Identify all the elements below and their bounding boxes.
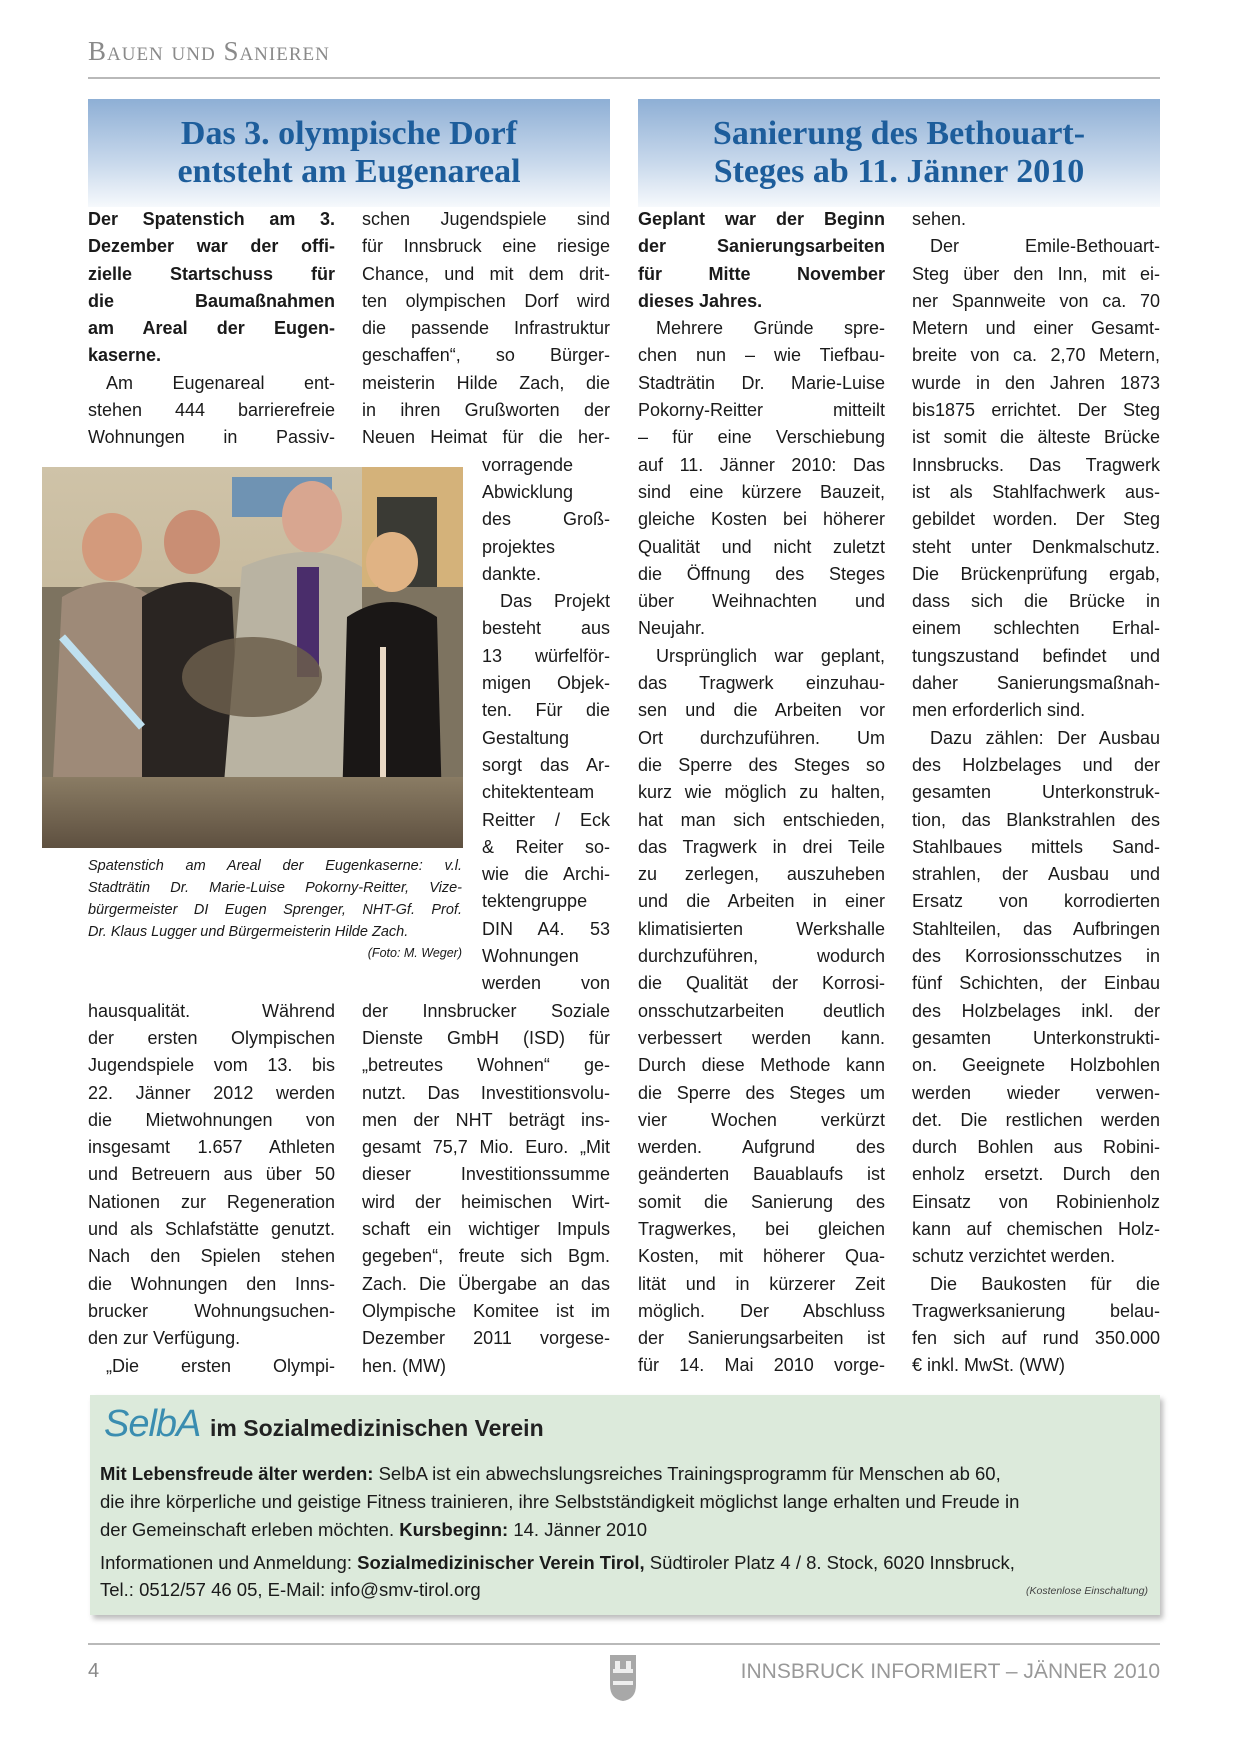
text-line: sind eine kürzere Bauzeit, [638, 481, 885, 502]
text-line: Dazu zählen: Der Ausbau [930, 727, 1160, 748]
text-line: schutz verzichtet werden. [912, 1246, 1116, 1267]
text-line: vier Wochen verkürzt [638, 1109, 885, 1130]
photo-caption [88, 855, 462, 943]
text-line: nutzt. Das Investitionsvolu- [362, 1082, 610, 1103]
text-line: Ursprünglich war geplant, [656, 645, 885, 666]
infobox-line: die ihre körperliche und geistige Fitness trainieren, ihre Selbstständigkeit möglichst lange erhalten und Freude in [100, 1491, 1020, 1512]
groundbreaking-photo [42, 467, 463, 848]
article2-col4 [912, 206, 1160, 1380]
text-line: wie die Archi- [482, 864, 610, 885]
text-line: men erforderlich sind. [912, 700, 1086, 721]
text-line: Der Emile-Bethouart- [930, 236, 1160, 257]
infobox-line [100, 1519, 1150, 1541]
text-line: dass sich die Brücke in [912, 591, 1160, 612]
text-line: chen nun – wie Tiefbau- [638, 345, 885, 366]
text-line: und Betreuern aus über 50 [88, 1164, 335, 1185]
text-line: verbessert werden kann. [638, 1027, 885, 1048]
address: Südtiroler Platz 4 / 8. Stock, 6020 Innsbruck, [644, 1552, 1015, 1573]
text-line: die Wohnungen den Inns- [88, 1273, 335, 1294]
text-line: schaft ein wichtiger Impuls [362, 1219, 610, 1240]
article1-col2-bottom [362, 998, 610, 1380]
text-line: am Areal der Eugen- [88, 318, 335, 339]
text-line: brucker Wohnungsuchen- [88, 1300, 335, 1321]
text-line: möglich. Der Abschluss [638, 1300, 885, 1321]
text-line: kann auf chemischen Holz- [912, 1218, 1160, 1239]
text-line: Gestaltung [482, 727, 570, 748]
infobox-text: SelbA ist ein abwechslungsreiches Trainingsprogramm für Menschen ab 60, [373, 1463, 1001, 1484]
text-line: Ort durchzuführen. Um [638, 727, 885, 748]
section-header: Bauen und Sanieren [88, 36, 330, 66]
text-line: sorgt das Ar- [482, 754, 610, 775]
text-line: & Reiter so- [482, 836, 610, 857]
text-line: dieses Jahres. [638, 290, 763, 311]
text-line: fen sich auf rund 350.000 [912, 1328, 1160, 1349]
text-line: Innsbrucks. Das Tragwerk [912, 454, 1160, 475]
text-line: Olympische Komitee ist im [362, 1300, 610, 1321]
text-line: die Sperre des Steges so [638, 754, 885, 775]
text-line: vorragende [482, 454, 574, 475]
text-line: tektengruppe [482, 891, 588, 912]
text-line: Wohnungen in Passiv- [88, 427, 335, 448]
text-line: ist somit die älteste Brücke [912, 427, 1160, 448]
text-line: Pokorny-Reitter mitteilt [638, 400, 885, 421]
header-divider [88, 77, 1160, 79]
article2-headline-box [638, 99, 1160, 207]
footer-divider [88, 1643, 1160, 1645]
text-line: gesamten Unterkonstrukti- [912, 1027, 1160, 1048]
text-line: meisterin Hilde Zach, die [362, 372, 610, 393]
text-line: die Öffnung des Steges [638, 563, 885, 584]
article1-col1-top [88, 206, 335, 452]
text-line: gegeben“, freute sich Bgm. [362, 1246, 610, 1267]
text-line: besteht aus [482, 618, 610, 639]
text-line: Tragwerksanierung belau- [912, 1300, 1160, 1321]
innsbruck-coat-of-arms-icon [610, 1655, 636, 1701]
text-line: daher Sanierungsmaßnah- [912, 673, 1160, 694]
text-line: Dienste GmbH (ISD) für [362, 1027, 610, 1048]
text-line: klimatisierten Werkshalle [638, 918, 885, 939]
text-line: ten olympischen Dorf wird [362, 290, 610, 311]
text-line: sen und die Arbeiten vor [638, 700, 885, 721]
text-line: das Tragwerk einzuhau- [638, 673, 885, 694]
free-insertion-note: (Kostenlose Einschaltung) [1026, 1585, 1148, 1597]
text-line: Nach den Spielen stehen [88, 1246, 335, 1267]
text-line: Wohnungen [482, 946, 579, 967]
text-line: und als Schlafstätte genutzt. [88, 1219, 335, 1240]
text-line: 13 würfelför- [482, 645, 610, 666]
text-line: der ersten Olympischen [88, 1027, 335, 1048]
text-line: des Groß- [482, 509, 610, 530]
article1-col1-bottom [88, 998, 335, 1380]
text-line: Nationen zur Regeneration [88, 1191, 335, 1212]
headline-line: Steges ab 11. Jänner 2010 [713, 153, 1085, 190]
text-line: der Innsbrucker Soziale [362, 1000, 610, 1021]
text-line: lität und in kürzerer Zeit [638, 1273, 885, 1294]
text-line: die Mietwohnungen von [88, 1109, 335, 1130]
text-line: der Sanierungsarbeiten ist [638, 1328, 885, 1349]
text-line: ten. Für die [482, 700, 610, 721]
text-line: und die Arbeiten in einer [638, 891, 885, 912]
text-line: Ersatz von korrodierten [912, 891, 1160, 912]
caption-line: bürgermeister DI Eugen Sprenger, NHT-Gf. Prof. [88, 902, 462, 918]
text-line: die Qualität der Korrosi- [638, 973, 885, 994]
text-line: hen. (MW) [362, 1355, 447, 1376]
headline-line: Das 3. olympische Dorf [180, 115, 518, 152]
text-line: Abwicklung [482, 481, 574, 502]
text-line: gesamt 75,7 Mio. Euro. „Mit [362, 1137, 610, 1158]
photo-credit: (Foto: M. Weger) [367, 946, 462, 960]
infobox-lead: Mit Lebensfreude älter werden: [100, 1463, 374, 1484]
text-line: des Holzbelages und der [912, 754, 1160, 775]
text-line: Zach. Die Übergabe an das [362, 1273, 610, 1294]
text-line: werden. Aufgrund des [638, 1137, 885, 1158]
headline-line: Sanierung des Bethouart- [712, 115, 1086, 152]
text-line: migen Objek- [482, 673, 610, 694]
text-line: geänderten Bauablaufs ist [638, 1164, 885, 1185]
article2-col3 [638, 206, 885, 1380]
organization-name: Sozialmedizinischer Verein Tirol, [357, 1552, 645, 1573]
text-line: dieser Investitionssumme [362, 1164, 610, 1185]
article1-headline [177, 115, 520, 191]
text-line: durch Bohlen aus Robini- [912, 1137, 1160, 1158]
course-start-label: Kursbeginn: [399, 1519, 509, 1540]
headline-line: entsteht am Eugenareal [177, 153, 521, 190]
course-start-date: 14. Jänner 2010 [508, 1519, 648, 1540]
text-line: breite von ca. 2,70 Metern, [912, 345, 1160, 366]
text-line: auf 11. Jänner 2010: Das [638, 454, 885, 475]
text-line: wird der heimischen Wirt- [362, 1191, 610, 1212]
info-label: Informationen und Anmeldung: [100, 1552, 358, 1573]
text-line: für Mitte November [638, 263, 885, 284]
text-line: ist als Stahlfachwerk aus- [912, 481, 1160, 502]
text-line: projektes [482, 536, 556, 557]
text-line: chitektenteam [482, 782, 595, 803]
text-line: die passende Infrastruktur [362, 318, 610, 339]
text-line: werden wieder verwen- [912, 1082, 1160, 1103]
infobox-title: im Sozialmedizinischen Verein [210, 1415, 544, 1441]
text-line: geschaffen“, so Bürger- [362, 345, 610, 366]
text-line: Durch diese Methode kann [638, 1055, 885, 1076]
text-line: Einsatz von Robinienholz [912, 1191, 1160, 1212]
text-line: insgesamt 1.657 Athleten [88, 1137, 335, 1158]
text-line: Stadträtin Dr. Marie-Luise [638, 372, 885, 393]
text-line: fünf Schichten, der Einbau [912, 973, 1160, 994]
infobox-line [100, 1463, 1150, 1485]
text-line: steht unter Denkmalschutz. [912, 536, 1160, 557]
contact-line: Tel.: 0512/57 46 05, E-Mail: info@smv-tirol.org [100, 1579, 481, 1600]
text-line: Kosten, mit höherer Qua- [638, 1246, 885, 1267]
article1-col2-top [362, 206, 610, 452]
text-line: Die Baukosten für die [930, 1273, 1160, 1294]
text-line: für 14. Mai 2010 vorge- [638, 1355, 885, 1376]
text-line: stehen 444 barrierefreie [88, 400, 335, 421]
selba-info-box [90, 1395, 1160, 1615]
text-line: – für eine Verschiebung [638, 427, 885, 448]
text-line: für Innsbruck eine riesige [362, 236, 610, 257]
text-line: men der NHT beträgt ins- [362, 1109, 610, 1130]
text-line: onsschutzarbeiten deutlich [638, 1000, 885, 1021]
text-line: Geplant war der Beginn [638, 209, 885, 229]
text-line: det. Die restlichen werden [912, 1109, 1160, 1130]
text-line: die Sperre des Steges um [638, 1082, 885, 1103]
article2-headline [713, 115, 1085, 191]
text-line: Jugendspiele vom 13. bis [88, 1055, 335, 1076]
text-line: wurde in den Jahren 1873 [912, 372, 1160, 393]
text-line: gebildet worden. Der Steg [912, 509, 1160, 530]
text-line: ner Spannweite von ca. 70 [912, 290, 1160, 311]
text-line: die Baumaßnahmen [88, 290, 335, 311]
text-line: das Tragwerk in drei Teile [638, 836, 885, 857]
text-line: Qualität und nicht zuletzt [638, 536, 885, 557]
text-line: des Korrosionsschutzes in [912, 946, 1160, 967]
text-line: gesamten Unterkonstruk- [912, 782, 1160, 803]
text-line: hat man sich entschieden, [638, 809, 885, 830]
text-line: kurz wie möglich zu halten, [638, 782, 885, 803]
text-line: Tragwerkes, bei gleichen [638, 1218, 885, 1239]
text-line: in ihren Grußworten der [362, 400, 610, 421]
text-line: gleiche Kosten bei höherer [638, 509, 885, 530]
text-line: Neujahr. [638, 618, 706, 639]
text-line: zu zerlegen, auszuheben [638, 864, 885, 885]
text-line: Metern und einer Gesamt- [912, 318, 1160, 339]
text-line: € inkl. MwSt. (WW) [912, 1355, 1065, 1376]
text-line: „betreutes Wohnen“ ge- [362, 1055, 610, 1076]
text-line: Die Brückenprüfung ergab, [912, 563, 1160, 584]
text-line: somit die Sanierung des [638, 1191, 885, 1212]
text-line: Dezember 2011 vorgese- [362, 1328, 610, 1349]
caption-line: Stadträtin Dr. Marie-Luise Pokorny-Reitter, Vize- [88, 880, 462, 896]
text-line: kaserne. [88, 345, 162, 366]
text-line: Reitter / Eck [482, 809, 610, 830]
caption-line: Dr. Klaus Lugger und Bürgermeisterin Hilde Zach. [88, 924, 409, 940]
text-line: „Die ersten Olympi- [106, 1355, 335, 1376]
text-line: über Weihnachten und [638, 591, 885, 612]
text-line: Neuen Heimat für die her- [362, 427, 610, 448]
text-line: on. Geeignete Holzbohlen [912, 1055, 1160, 1076]
text-line: Mehrere Gründe spre- [656, 318, 885, 339]
caption-line: Spatenstich am Areal der Eugenkaserne: v.l. [88, 858, 462, 874]
text-line: enholz ersetzt. Durch den [912, 1164, 1160, 1185]
infobox-text: der Gemeinschaft erleben möchten. [100, 1519, 400, 1540]
text-line: strahlen, der Ausbau und [912, 864, 1160, 885]
text-line: Chance, und mit dem drit- [362, 263, 610, 284]
article1-headline-box [88, 99, 610, 207]
text-line: Steg über den Inn, mit ei- [912, 263, 1160, 284]
text-line: dankte. [482, 563, 542, 584]
text-line: Stahlteilen, das Aufbringen [912, 918, 1160, 939]
text-line: sehen. [912, 209, 967, 229]
text-line: hausqualität. Während [88, 1000, 335, 1021]
text-line: DIN A4. 53 [482, 918, 610, 939]
text-line: der Sanierungsarbeiten [638, 236, 885, 257]
publication-title: INNSBRUCK INFORMIERT – JÄNNER 2010 [740, 1660, 1160, 1683]
text-line: durchzuführen, wodurch [638, 946, 885, 967]
text-line: Der Spatenstich am 3. [88, 209, 335, 229]
text-line: schen Jugendspiele sind [362, 209, 610, 229]
selba-logo: SelbA [104, 1403, 201, 1445]
text-line: zielle Startschuss für [88, 263, 335, 284]
text-line: Am Eugenareal ent- [106, 372, 335, 393]
infobox-line [100, 1552, 1150, 1574]
text-line: des Holzbelages inkl. der [912, 1000, 1160, 1021]
article1-col2-narrow [482, 452, 610, 998]
text-line: tion, das Blankstrahlen des [912, 809, 1160, 830]
text-line: Dezember war der offi- [88, 236, 335, 257]
text-line: Das Projekt [500, 591, 610, 612]
text-line: Stahlbaues mittels Sand- [912, 836, 1160, 857]
page-number: 4 [88, 1660, 100, 1682]
text-line: tungszustand befindet und [912, 645, 1160, 666]
text-line: bis1875 errichtet. Der Steg [912, 400, 1160, 421]
text-line: einem schlechten Erhal- [912, 618, 1160, 639]
text-line: den zur Verfügung. [88, 1328, 241, 1349]
text-line: werden von [482, 973, 610, 994]
text-line: 22. Jänner 2012 werden [88, 1082, 335, 1103]
